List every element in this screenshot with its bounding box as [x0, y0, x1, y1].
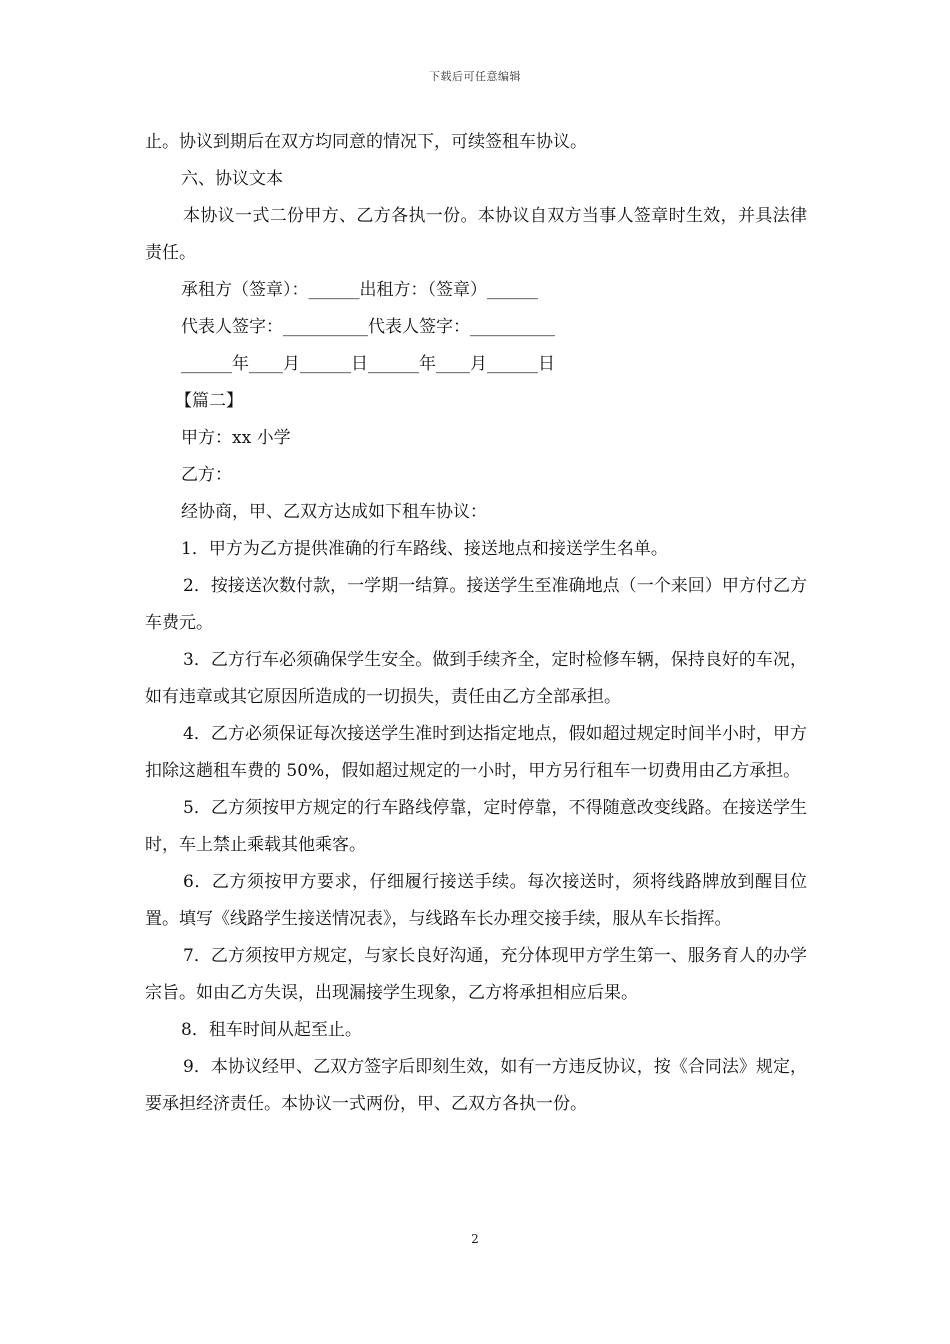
party-a-line: 甲方：xx 小学: [181, 428, 291, 448]
page-number: 2: [471, 1232, 479, 1246]
clause-9: 9．本协议经甲、乙双方签字后即刻生效，如有一方违反协议，按《合同法》规定，要承担经济责任。本协议一式两份，甲、乙双方各执一份。: [145, 1057, 807, 1114]
party-b-line: 乙方：: [181, 465, 232, 485]
page-header: 下载后可任意编辑: [429, 70, 521, 83]
clause-5: 5．乙方须按甲方规定的行车路线停靠，定时停靠，不得随意改变线路。在接送学生时，车上禁止乘载其他乘客。: [145, 798, 807, 855]
signature-line-representatives: 代表人签字：__________代表人签字：__________: [181, 317, 555, 337]
paragraph-continuation: 止。协议到期后在双方均同意的情况下，可续签租车协议。: [145, 132, 587, 152]
document-body: [145, 124, 807, 1123]
section-heading-part-two: 【篇二】: [175, 391, 243, 411]
agreement-intro: 经协商，甲、乙双方达成如下租车协议：: [181, 502, 487, 522]
clause-8: 8．租车时间从起至止。: [181, 1020, 362, 1040]
clause-7: 7．乙方须按甲方规定，与家长良好沟通，充分体现甲方学生第一、服务育人的办学宗旨。如由乙方失误，出现漏接学生现象，乙方将承担相应后果。: [145, 946, 807, 1003]
clause-2: 2．按接送次数付款，一学期一结算。接送学生至准确地点（一个来回）甲方付乙方车费元。: [145, 576, 807, 633]
clause-1: 1．甲方为乙方提供准确的行车路线、接送地点和接送学生名单。: [181, 539, 668, 559]
paragraph-copies: 本协议一式二份甲方、乙方各执一份。本协议自双方当事人签章时生效，并具法律责任。: [145, 206, 807, 263]
date-line: ______年____月______日______年____月______日: [181, 354, 555, 374]
clause-4: 4．乙方必须保证每次接送学生准时到达指定地点，假如超过规定时间半小时，甲方扣除这趟租车费的 50%，假如超过规定的一小时，甲方另行租车一切费用由乙方承担。: [145, 724, 807, 781]
section-heading-agreement-text: 六、协议文本: [181, 169, 283, 189]
signature-line-parties: 承租方（签章）：______出租方：（签章）______: [181, 280, 538, 300]
clause-3: 3．乙方行车必须确保学生安全。做到手续齐全，定时检修车辆，保持良好的车况，如有违章或其它原因所造成的一切损失，责任由乙方全部承担。: [145, 650, 807, 707]
clause-6: 6．乙方须按甲方要求，仔细履行接送手续。每次接送时，须将线路牌放到醒目位置。填写《线路学生接送情况表》，与线路车长办理交接手续，服从车长指挥。: [145, 872, 807, 929]
